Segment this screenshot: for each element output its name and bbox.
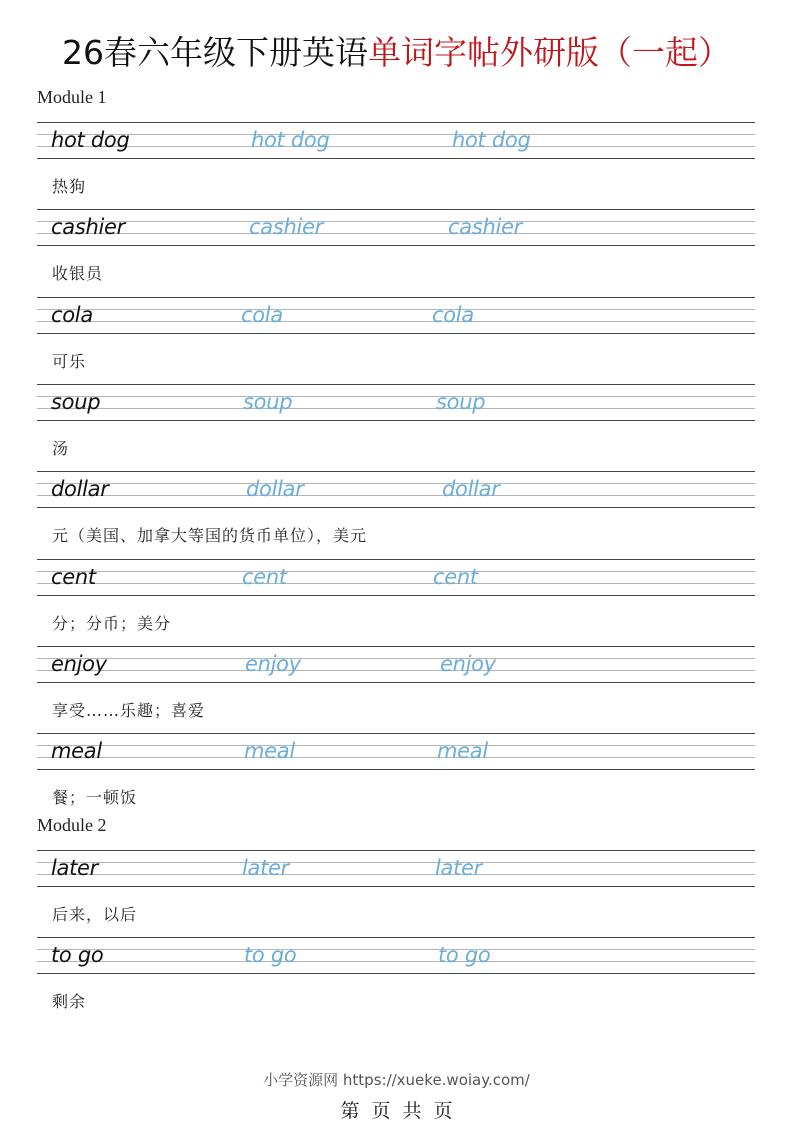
chinese-meaning: 可乐 bbox=[52, 352, 87, 371]
word-row bbox=[0, 384, 793, 424]
writing-guide-line bbox=[37, 221, 755, 222]
english-word: later bbox=[51, 856, 98, 880]
writing-guide-line bbox=[37, 134, 755, 135]
writing-guide-line bbox=[37, 733, 755, 734]
writing-guide-line bbox=[37, 745, 755, 746]
writing-guide-line bbox=[37, 495, 755, 496]
writing-guide-line bbox=[37, 209, 755, 210]
writing-guide-line bbox=[37, 595, 755, 596]
writing-guide-line bbox=[37, 682, 755, 683]
writing-guide-line bbox=[37, 658, 755, 659]
writing-guide-line bbox=[37, 420, 755, 421]
english-word: soup bbox=[51, 390, 101, 414]
writing-guide-line bbox=[37, 233, 755, 234]
trace-word: cent bbox=[433, 565, 478, 589]
writing-guide-line bbox=[37, 297, 755, 298]
writing-guide-line bbox=[37, 158, 755, 159]
word-row bbox=[0, 471, 793, 511]
word-row bbox=[0, 850, 793, 890]
trace-word: soup bbox=[436, 390, 486, 414]
writing-guide-line bbox=[37, 646, 755, 647]
trace-word: cashier bbox=[249, 215, 323, 239]
word-row bbox=[0, 937, 793, 977]
english-word: enjoy bbox=[51, 652, 107, 676]
trace-word: meal bbox=[244, 739, 295, 763]
word-row bbox=[0, 733, 793, 773]
word-row bbox=[0, 297, 793, 337]
trace-word: cashier bbox=[448, 215, 522, 239]
writing-guide-line bbox=[37, 408, 755, 409]
trace-word: cola bbox=[241, 303, 283, 327]
trace-word: cola bbox=[432, 303, 474, 327]
trace-word: later bbox=[242, 856, 289, 880]
page-title bbox=[0, 30, 793, 76]
trace-word: hot dog bbox=[251, 128, 330, 152]
writing-guide-line bbox=[37, 471, 755, 472]
writing-guide-line bbox=[37, 321, 755, 322]
chinese-meaning: 热狗 bbox=[52, 177, 87, 196]
writing-guide-line bbox=[37, 571, 755, 572]
chinese-meaning: 餐；一顿饭 bbox=[52, 788, 138, 807]
chinese-meaning: 享受……乐趣；喜爱 bbox=[52, 701, 206, 720]
footer-source: 小学资源网 https://xueke.woiay.com/ bbox=[263, 1071, 530, 1089]
footer-page-number: 第 页 共 页 bbox=[340, 1100, 453, 1122]
writing-guide-line bbox=[37, 122, 755, 123]
word-row bbox=[0, 209, 793, 249]
writing-guide-line bbox=[37, 949, 755, 950]
chinese-meaning: 后来，以后 bbox=[52, 905, 138, 924]
writing-guide-line bbox=[37, 333, 755, 334]
trace-word: enjoy bbox=[440, 652, 496, 676]
title-red-part: 单词字帖外研版（一起） bbox=[368, 33, 731, 72]
writing-guide-line bbox=[37, 862, 755, 863]
writing-guide-line bbox=[37, 973, 755, 974]
writing-guide-line bbox=[37, 850, 755, 851]
writing-guide-line bbox=[37, 507, 755, 508]
trace-word: enjoy bbox=[245, 652, 301, 676]
chinese-meaning: 收银员 bbox=[52, 264, 104, 283]
chinese-meaning: 分；分币；美分 bbox=[52, 614, 172, 633]
writing-guide-line bbox=[37, 670, 755, 671]
chinese-meaning: 元（美国、加拿大等国的货币单位），美元 bbox=[52, 526, 368, 545]
word-row bbox=[0, 122, 793, 162]
trace-word: later bbox=[435, 856, 482, 880]
english-word: dollar bbox=[51, 477, 109, 501]
trace-word: to go bbox=[438, 943, 491, 967]
trace-word: soup bbox=[243, 390, 293, 414]
module-label: Module 2 bbox=[37, 815, 107, 835]
word-row bbox=[0, 646, 793, 686]
writing-guide-line bbox=[37, 757, 755, 758]
writing-guide-line bbox=[37, 483, 755, 484]
chinese-meaning: 剩余 bbox=[52, 992, 87, 1011]
english-word: meal bbox=[51, 739, 102, 763]
trace-word: cent bbox=[242, 565, 287, 589]
writing-guide-line bbox=[37, 886, 755, 887]
english-word: cola bbox=[51, 303, 93, 327]
writing-guide-line bbox=[37, 583, 755, 584]
writing-guide-line bbox=[37, 384, 755, 385]
writing-guide-line bbox=[37, 309, 755, 310]
trace-word: to go bbox=[244, 943, 297, 967]
word-row bbox=[0, 559, 793, 599]
english-word: to go bbox=[51, 943, 104, 967]
english-word: cashier bbox=[51, 215, 125, 239]
writing-guide-line bbox=[37, 874, 755, 875]
module-label: Module 1 bbox=[37, 87, 107, 107]
trace-word: dollar bbox=[246, 477, 304, 501]
trace-word: hot dog bbox=[452, 128, 531, 152]
title-black-part: 26春六年级下册英语 bbox=[62, 33, 368, 72]
writing-guide-line bbox=[37, 769, 755, 770]
writing-guide-line bbox=[37, 146, 755, 147]
writing-guide-line bbox=[37, 937, 755, 938]
writing-guide-line bbox=[37, 961, 755, 962]
english-word: hot dog bbox=[51, 128, 130, 152]
english-word: cent bbox=[51, 565, 96, 589]
writing-guide-line bbox=[37, 245, 755, 246]
trace-word: meal bbox=[437, 739, 488, 763]
writing-guide-line bbox=[37, 396, 755, 397]
writing-guide-line bbox=[37, 559, 755, 560]
trace-word: dollar bbox=[442, 477, 500, 501]
chinese-meaning: 汤 bbox=[52, 439, 70, 458]
